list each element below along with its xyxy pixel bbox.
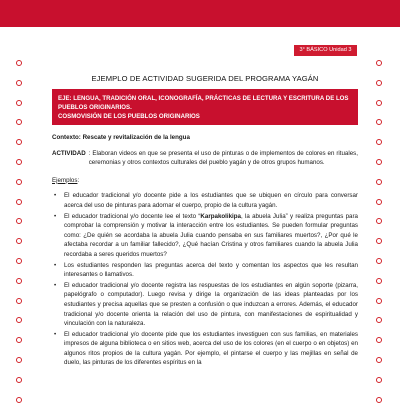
border-dot <box>376 337 382 343</box>
border-dot <box>16 60 22 66</box>
border-dot <box>376 139 382 145</box>
border-dot <box>376 238 382 244</box>
item-text-cont: , la abuela Julia” y realiza preguntas para comprobar la comprensión y motivar la interacción entre los estudiantes. Se pueden formular preguntas como: ¿De quién se acordaba la abuela Julia cuando pensaba en sus familiares muertos?, ¿Por qué le afectaba recordar a un familiar fallecido?, ¿Qué hacían Cristina y otros familiares cuando la abuela Julia recordaba a seres queridos muertos? <box>64 212 358 258</box>
activity-label: ACTIVIDAD <box>52 149 86 157</box>
item-text: El educador tradicional y/o docente pide a los estudiantes que se ubiquen en círculo para conversar acerca del uso de pinturas para adornar el cuerpo, propio de la cultura yagán. <box>64 192 358 209</box>
border-dot <box>16 179 22 185</box>
border-dot <box>16 139 22 145</box>
border-dot <box>16 80 22 86</box>
border-dot <box>16 298 22 304</box>
border-dot <box>376 100 382 106</box>
border-dot <box>376 317 382 323</box>
top-banner <box>0 0 400 27</box>
list-item <box>52 330 358 368</box>
level-badge: 3° BÁSICO Unidad 3 <box>294 45 357 56</box>
item-bold-text: Karpakolikipa <box>200 212 242 220</box>
examples-label: Ejemplos <box>52 176 78 184</box>
activity-block <box>52 149 358 168</box>
border-dot <box>16 258 22 264</box>
border-dot <box>376 258 382 264</box>
border-dot <box>376 357 382 363</box>
examples-heading <box>52 176 358 186</box>
list-item <box>52 261 358 280</box>
border-dot <box>376 159 382 165</box>
list-item <box>52 212 358 260</box>
border-dot <box>16 119 22 125</box>
border-dot <box>16 218 22 224</box>
item-text: El educador tradicional y/o docente registra las respuestas de los estudiantes en algún soporte (pizarra, papelógrafo o computador). Luego revisa y dirige la organización de las ideas planteadas por los estudiantes y precisa aquellas que se presten a confusión o que induzcan a errores. Además, el educador tradicional y/o docente orienta la relación del uso de pintura, con manifestaciones de espiritualidad y vinculación con la naturaleza. <box>64 281 358 328</box>
examples-colon: : <box>77 176 80 184</box>
border-dot <box>16 238 22 244</box>
axis-line: EJE: LENGUA, TRADICIÓN ORAL, ICONOGRAFÍA, PRÁCTICAS DE LECTURA Y ESCRITURA DE LOS PUEBLOS ORIGINARIOS. <box>58 95 349 111</box>
activity-text: : Elaboran videos en que se presenta el uso de pinturas o de implementos de colores en rituales, ceremonias y otros contextos culturales del pueblo yagán y de otros grupos humanos. <box>88 149 358 167</box>
border-dot <box>16 278 22 284</box>
border-dot <box>16 199 22 205</box>
border-dot <box>16 100 22 106</box>
border-dot <box>16 337 22 343</box>
item-text: El educador tradicional y/o docente lee el texto “ <box>64 212 201 220</box>
border-dot <box>376 179 382 185</box>
examples-list <box>52 191 358 368</box>
list-item <box>52 281 358 329</box>
list-item <box>52 191 358 210</box>
border-dot <box>376 199 382 205</box>
border-dot <box>376 119 382 125</box>
border-dot <box>376 60 382 66</box>
border-dot <box>376 80 382 86</box>
border-dot <box>16 317 22 323</box>
item-text: El educador tradicional y/o docente pide que los estudiantes investiguen con sus familias, en materiales impresos de alguna biblioteca o en sitios web, acerca del uso de los colores (en el cuerpo o en objetos) en algunos ritos propios de la cultura yagán. Por ejemplo, el pintarse el cuerpo y las mejillas en señal de duelo, las pinturas de los diferentes espíritus en la <box>64 330 358 367</box>
border-dot <box>376 377 382 383</box>
item-text: Los estudiantes responden las preguntas acerca del texto y comentan los aspectos que les resultan interesantes o llamativos. <box>64 261 358 279</box>
border-dot <box>16 377 22 383</box>
document-title: EJEMPLO DE ACTIVIDAD SUGERIDA DEL PROGRAMA YAGÁN <box>91 74 319 83</box>
border-dot <box>376 218 382 224</box>
border-dot <box>376 278 382 284</box>
context-line: Contexto: Rescate y revitalización de la lengua <box>52 134 190 141</box>
border-dot <box>16 159 22 165</box>
border-dot <box>16 357 22 363</box>
axis-banner <box>52 89 358 125</box>
left-dot-border <box>16 60 24 416</box>
axis-subline: COSMOVISIÓN DE LOS PUEBLOS ORIGINARIOS <box>58 113 200 120</box>
right-dot-border <box>376 60 384 416</box>
border-dot <box>376 298 382 304</box>
document-page <box>52 74 358 369</box>
